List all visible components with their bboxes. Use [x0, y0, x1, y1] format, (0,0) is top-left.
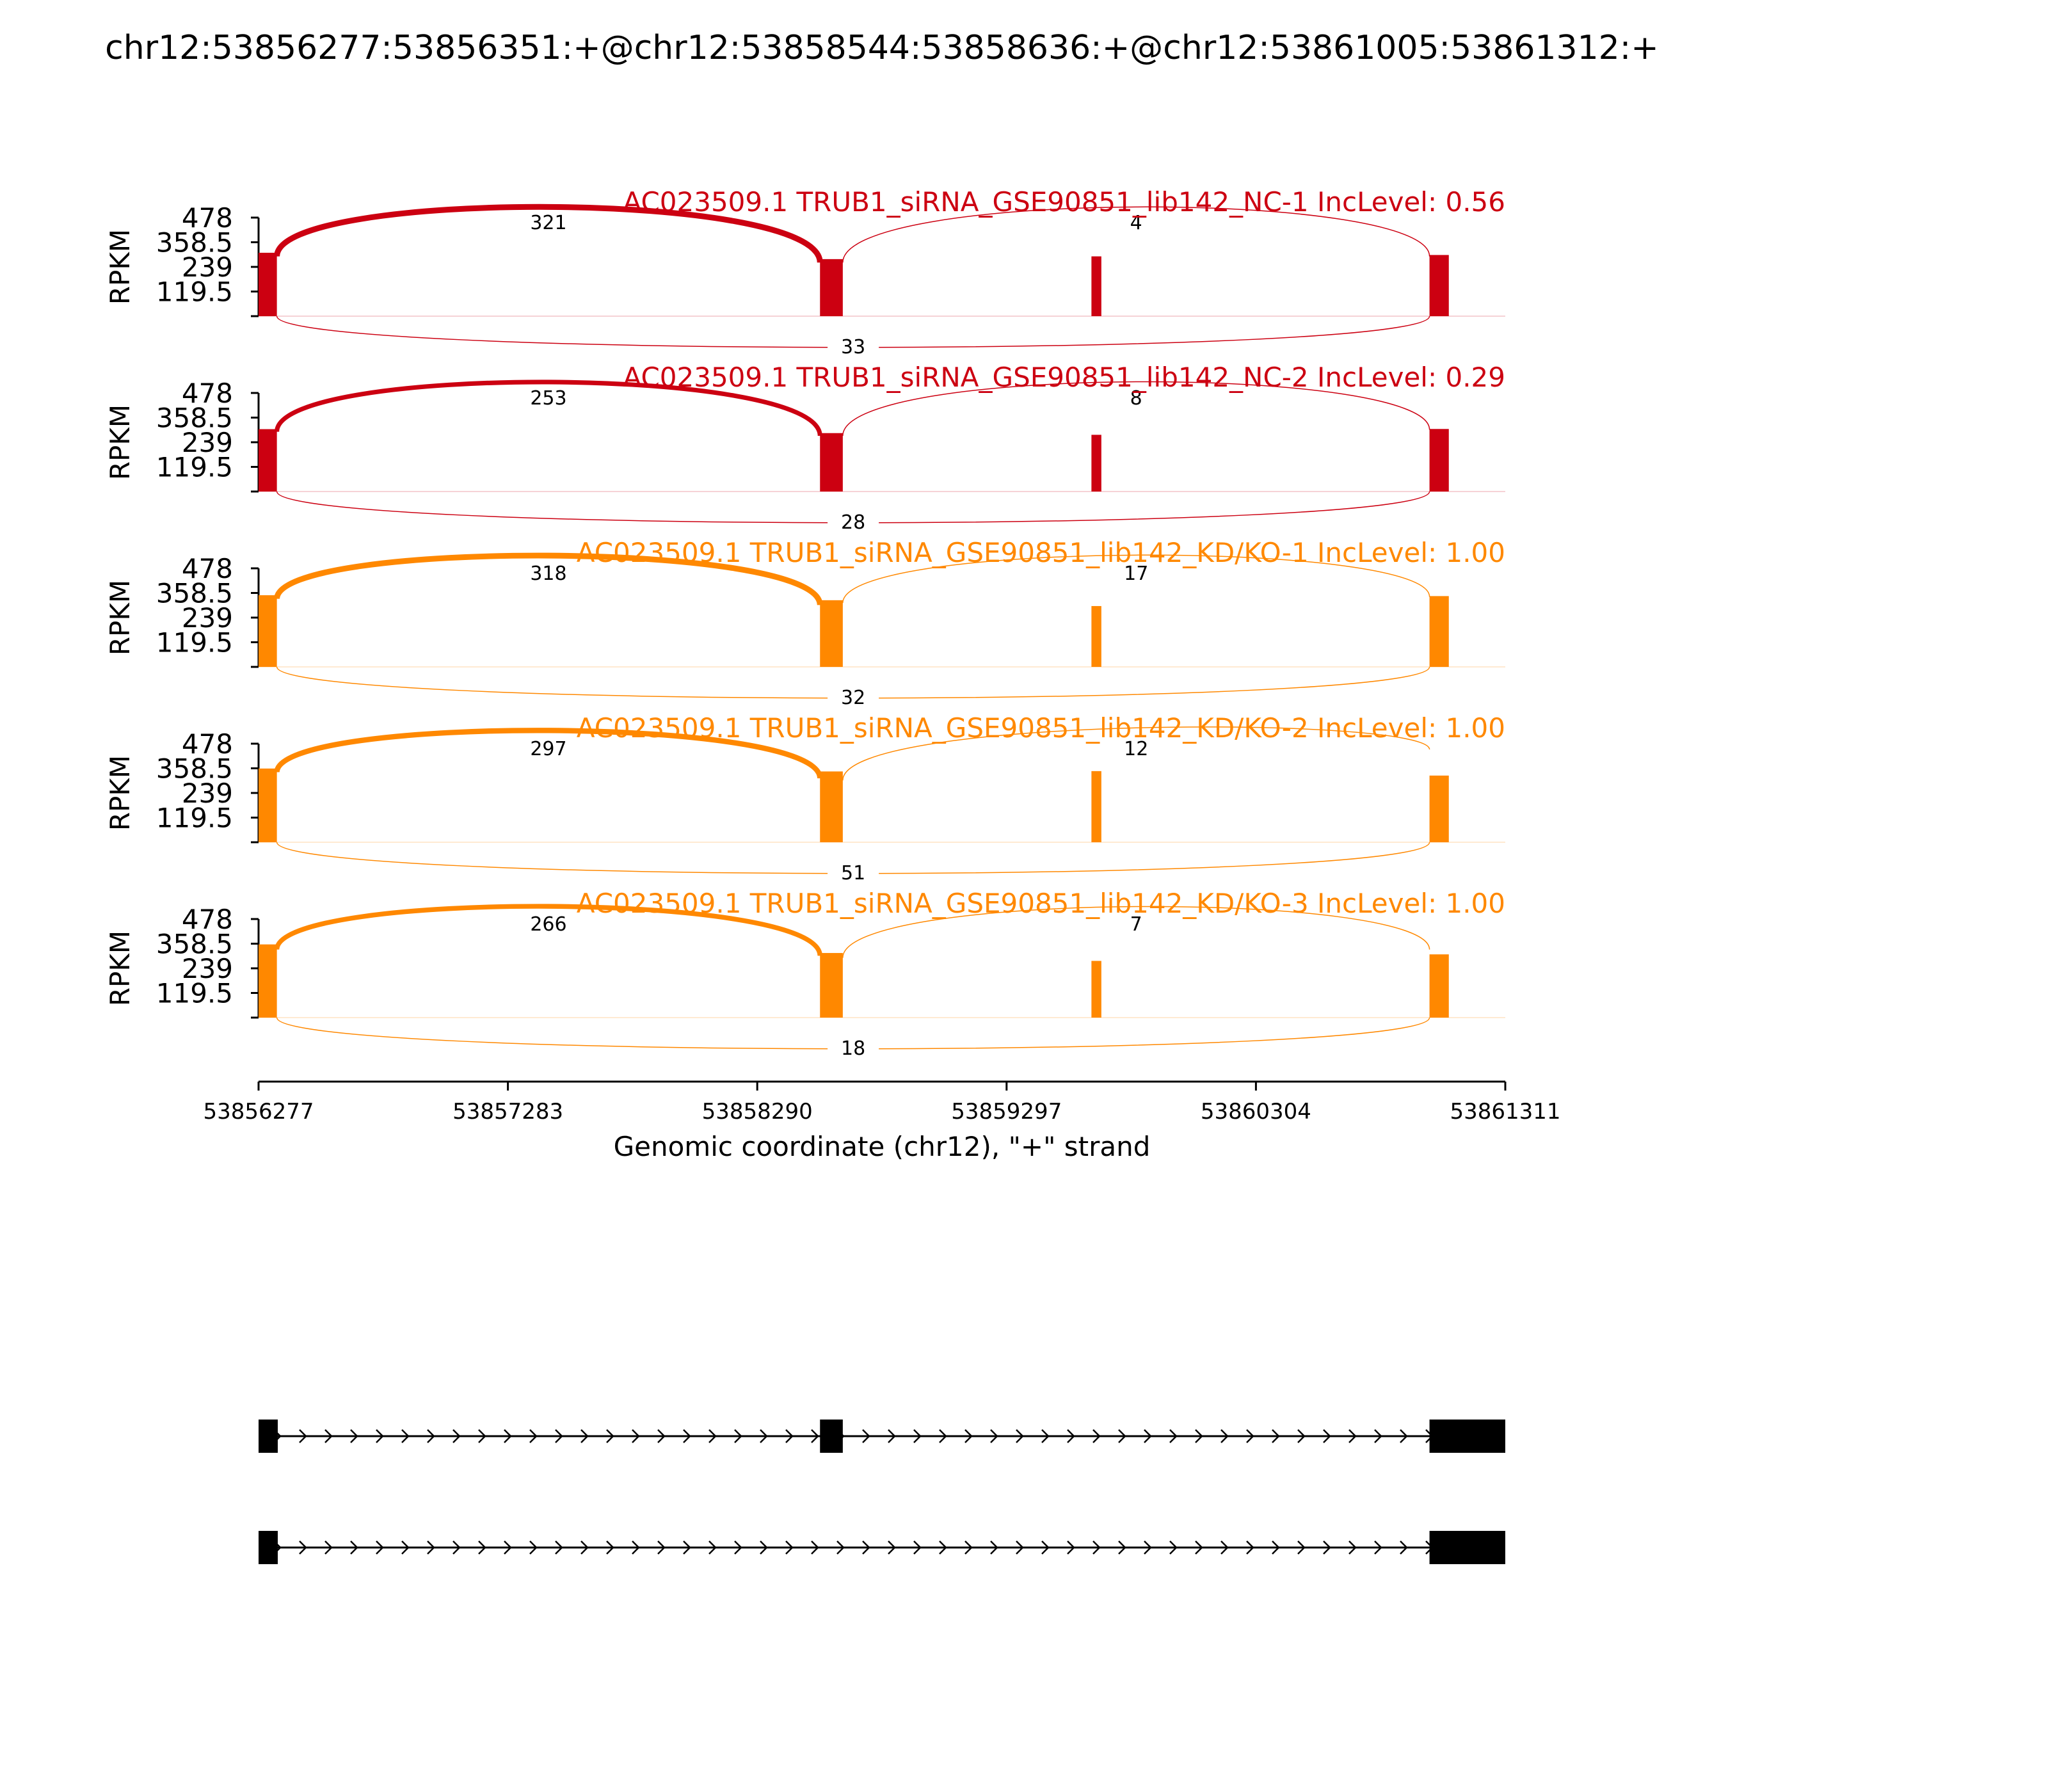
x-tick-label: 53857283 — [452, 1099, 564, 1124]
coverage-bar — [259, 595, 277, 667]
junction-label: 7 — [1130, 913, 1142, 936]
coverage-bar — [1091, 961, 1101, 1018]
junction-label: 12 — [1124, 738, 1149, 760]
track-label: AC023509.1 TRUB1_siRNA_GSE90851_lib142_KD/KO-1 IncLevel: 1.00 — [576, 537, 1505, 568]
junction-label: 18 — [841, 1037, 866, 1060]
coverage-bar — [820, 259, 843, 316]
y-tick-label: 358.5 — [156, 928, 233, 960]
coverage-bar — [1091, 257, 1101, 316]
y-tick-label: 478 — [181, 553, 233, 584]
y-axis-label: RPKM — [104, 404, 136, 481]
y-tick-label: 478 — [181, 904, 233, 935]
exon-block — [259, 1420, 278, 1453]
coverage-bar — [259, 945, 277, 1018]
exon-block — [259, 1531, 278, 1564]
junction-label: 28 — [841, 511, 866, 534]
x-axis — [203, 1082, 1560, 1124]
exon-block — [1430, 1531, 1505, 1564]
track-label: AC023509.1 TRUB1_siRNA_GSE90851_lib142_KD/KO-2 IncLevel: 1.00 — [576, 712, 1505, 744]
y-tick-label: 358.5 — [156, 753, 233, 785]
y-tick-label: 239 — [181, 602, 233, 634]
y-tick-label: 119.5 — [156, 802, 233, 834]
track-3 — [104, 537, 1505, 709]
track-4 — [104, 712, 1505, 884]
y-tick-label: 358.5 — [156, 577, 233, 609]
junction-label: 33 — [841, 336, 866, 358]
junction-label: 318 — [530, 563, 567, 585]
junction-label: 266 — [530, 913, 567, 936]
y-tick-label: 478 — [181, 728, 233, 760]
junction-label: 297 — [530, 738, 567, 760]
junction-label: 4 — [1130, 212, 1142, 234]
track-2 — [104, 362, 1505, 534]
junction-label: 32 — [841, 687, 866, 709]
y-axis-label: RPKM — [104, 579, 136, 656]
isoform-2 — [259, 1531, 1505, 1564]
y-axis-label: RPKM — [104, 228, 136, 305]
y-tick-label: 358.5 — [156, 227, 233, 259]
coverage-tracks — [104, 186, 1505, 1060]
coverage-bar — [1091, 606, 1101, 667]
y-axis-label: RPKM — [104, 755, 136, 831]
y-tick-label: 119.5 — [156, 451, 233, 483]
exon-block — [820, 1420, 843, 1453]
junction-label: 51 — [841, 862, 866, 884]
x-tick-label: 53856277 — [203, 1099, 314, 1124]
coverage-bar — [1430, 776, 1449, 842]
coverage-bar — [820, 771, 843, 842]
track-label: AC023509.1 TRUB1_siRNA_GSE90851_lib142_NC-1 IncLevel: 0.56 — [623, 186, 1505, 218]
y-tick-label: 239 — [181, 252, 233, 283]
y-tick-label: 239 — [181, 427, 233, 458]
track-1 — [104, 186, 1505, 358]
track-label: AC023509.1 TRUB1_siRNA_GSE90851_lib142_NC-2 IncLevel: 0.29 — [623, 362, 1505, 393]
x-tick-label: 53861311 — [1450, 1099, 1561, 1124]
x-tick-label: 53858290 — [701, 1099, 813, 1124]
y-tick-label: 478 — [181, 202, 233, 234]
x-tick-label: 53859297 — [951, 1099, 1062, 1124]
coverage-bar — [1430, 954, 1449, 1018]
track-label: AC023509.1 TRUB1_siRNA_GSE90851_lib142_KD/KO-3 IncLevel: 1.00 — [576, 888, 1505, 919]
y-tick-label: 239 — [181, 778, 233, 809]
chart-title: chr12:53856277:53856351:+@chr12:53858544:53858636:+@chr12:53861005:53861312:+ — [105, 29, 1659, 67]
y-tick-label: 358.5 — [156, 402, 233, 434]
junction-label: 321 — [530, 212, 567, 234]
coverage-bar — [259, 253, 277, 316]
junction-label: 8 — [1130, 387, 1142, 410]
coverage-bar — [1091, 771, 1101, 842]
coverage-bar — [1091, 435, 1101, 492]
y-tick-label: 119.5 — [156, 627, 233, 659]
coverage-bar — [1430, 429, 1449, 492]
y-tick-label: 239 — [181, 953, 233, 984]
coverage-bar — [1430, 255, 1449, 316]
exon-block — [1430, 1420, 1505, 1453]
y-tick-label: 119.5 — [156, 276, 233, 308]
junction-label: 253 — [530, 387, 567, 410]
coverage-bar — [259, 429, 277, 492]
coverage-bar — [820, 600, 843, 667]
coverage-bar — [820, 953, 843, 1018]
y-tick-label: 119.5 — [156, 977, 233, 1009]
coverage-bar — [820, 433, 843, 492]
y-tick-label: 478 — [181, 378, 233, 409]
isoform-models — [259, 1420, 1505, 1564]
x-axis-label: Genomic coordinate (chr12), "+" strand — [613, 1131, 1151, 1162]
track-5 — [104, 888, 1505, 1060]
x-tick-label: 53860304 — [1200, 1099, 1311, 1124]
y-axis-label: RPKM — [104, 930, 136, 1007]
coverage-bar — [259, 769, 277, 842]
junction-label: 17 — [1124, 563, 1149, 585]
isoform-1 — [259, 1420, 1505, 1453]
coverage-bar — [1430, 596, 1449, 667]
